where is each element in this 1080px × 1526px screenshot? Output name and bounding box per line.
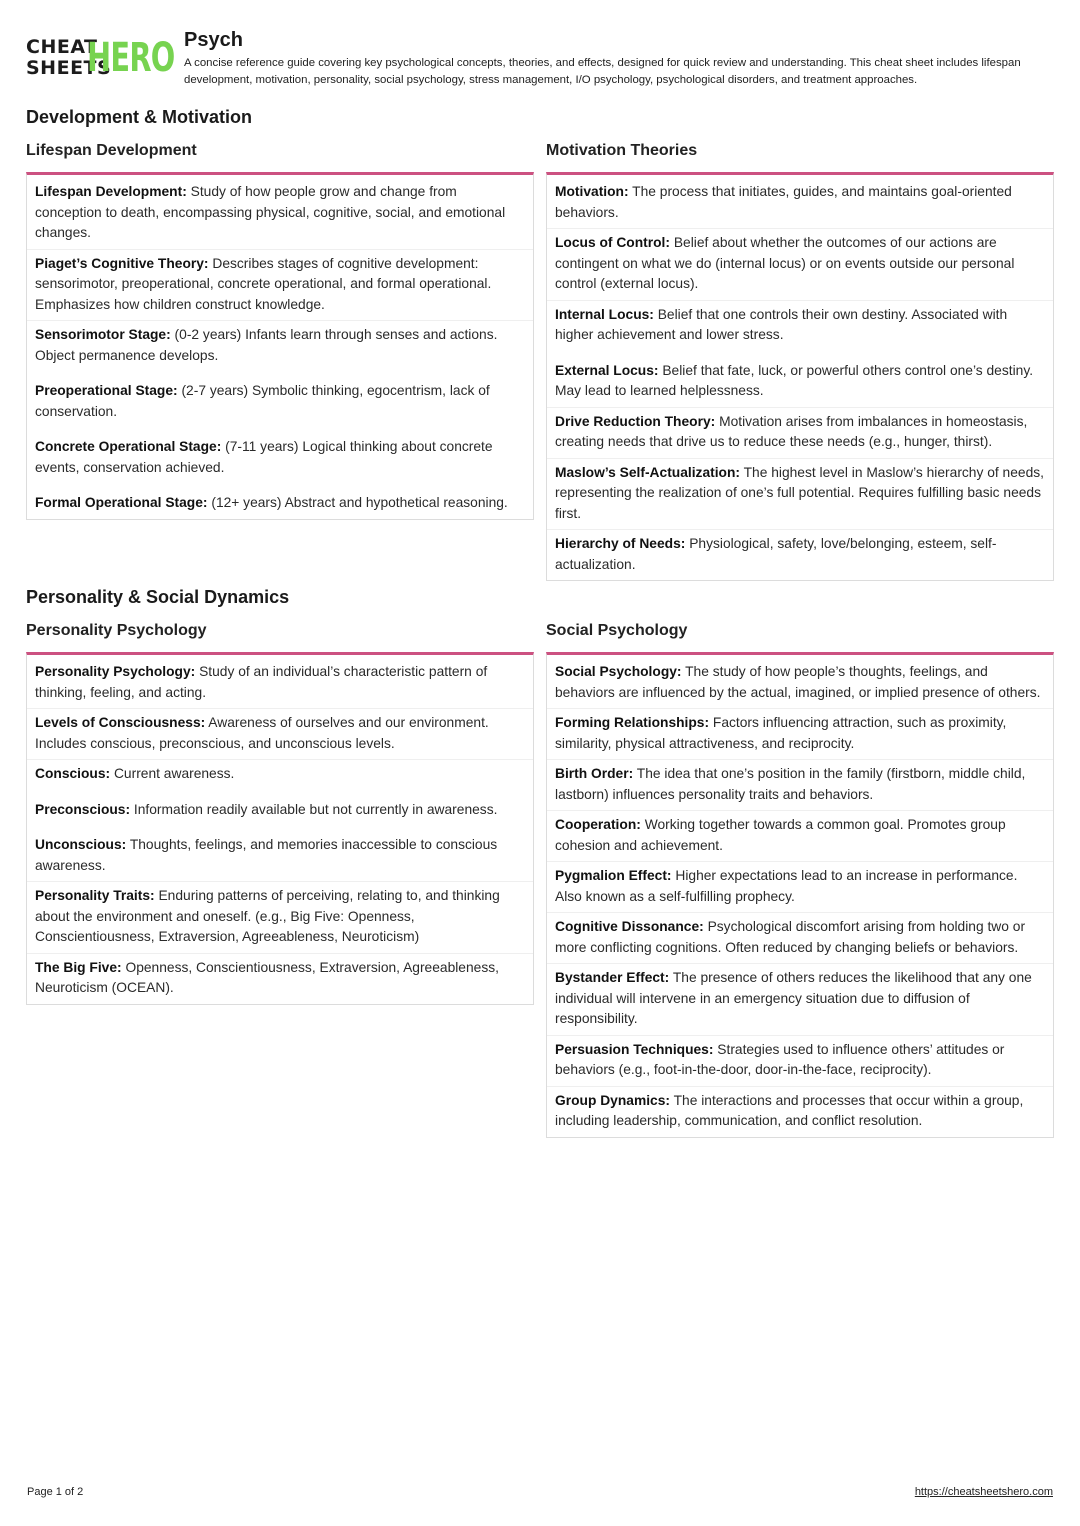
list-item [547,301,1053,357]
item-term: Maslow’s Self-Actualization: [555,464,741,480]
item-term: Internal Locus: [555,306,654,322]
item-text: Psychological discomfort arising from holding two or more conflicting cognitions. Often reduced by changing beliefs or behaviors. [555,919,1026,955]
card-social-psychology [546,652,1054,1138]
column-title-lifespan-development: Lifespan Development [26,142,197,159]
item-text: (12+ years) Abstract and hypothetical reasoning. [211,495,508,510]
item-text: (0-2 years) Infants learn through senses and actions. Object permanence develops. [35,327,498,363]
item-term: Formal Operational Stage: [35,495,208,510]
item-term: Personality Psychology: [35,664,196,679]
item-term: Bystander Effect: [555,970,670,985]
item-term: Persuasion Techniques: [555,1041,714,1057]
item-text: Openness, Conscientiousness, Extraversion, Agreeableness, Neuroticism (OCEAN). [35,959,499,995]
item-text: Physiological, safety, love/belonging, esteem, self-actualization. [555,536,997,572]
list-item [27,489,533,519]
item-text: The presence of others reduces the likelihood that any one individual will intervene in an emergency situation due to diffusion of responsibility. [555,970,1032,1026]
item-term: External Locus: [555,362,659,378]
item-text: The highest level in Maslow’s hierarchy of needs, representing the realization of one’s full potential. Requires fulfilling basic needs first. [555,464,1044,521]
item-term: Lifespan Development: [35,184,187,199]
item-text: Thoughts, feelings, and memories inaccessible to conscious awareness. [35,837,498,873]
list-item [27,433,533,489]
logo-cheat-text: CHEAT [26,36,98,58]
item-text: The process that initiates, guides, and maintains goal-oriented behaviors. [555,184,1012,220]
list-item [27,250,533,322]
item-text: Higher expectations lead to an increase in performance. Also known as a self-fulfilling prophecy. [555,868,1018,904]
item-text: (7-11 years) Logical thinking about concrete events, conservation achieved. [35,439,493,475]
list-item [27,831,533,882]
list-item [27,954,533,1004]
list-item [27,377,533,433]
section-title-development-motivation: Development & Motivation [26,107,253,127]
list-item [547,408,1053,459]
item-text: Strategies used to influence others’ attitudes or behaviors (e.g., foot-in-the-door, door-in-the-face, reciprocity). [555,1041,1005,1077]
list-item [27,882,533,954]
item-term: Piaget’s Cognitive Theory: [35,255,209,271]
list-item [547,811,1053,862]
item-term: Personality Traits: [35,888,155,903]
item-term: The Big Five: [35,959,122,975]
list-item [27,321,533,377]
item-term: Levels of Consciousness: [35,715,206,730]
card-personality-psychology [26,652,534,1005]
column-title-social-psychology: Social Psychology [546,622,688,639]
list-item [547,1087,1053,1137]
list-item [547,709,1053,760]
page-description: A concise reference guide covering key psychological concepts, theories, and effects, designed for quick review and understanding. This cheat sheet includes lifespan development, motivation, personality, social psychology, stress management, I/O psychology, psychological disorders, and treatment approaches. [184,57,1021,86]
logo-hero-text: HERO [87,35,175,81]
item-text: Factors influencing attraction, such as proximity, similarity, physical attractiveness, and reciprocity. [555,715,1007,751]
item-text: Working together towards a common goal. Promotes group cohesion and achievement. [555,817,1006,853]
list-item [547,658,1053,709]
item-text: The interactions and processes that occur within a group, including leadership, communication, and conflict resolution. [555,1092,1024,1128]
item-term: Social Psychology: [555,664,682,679]
list-item [547,1036,1053,1087]
list-item [547,760,1053,811]
list-item [547,913,1053,964]
page-title: Psych [184,29,243,51]
list-item [27,796,533,832]
footer-website-link[interactable]: https://cheatsheetshero.com [914,1486,1053,1498]
list-item [547,964,1053,1036]
section-title-personality-social: Personality & Social Dynamics [26,587,290,607]
item-term: Birth Order: [555,766,634,781]
list-item [547,459,1053,531]
column-title-motivation-theories: Motivation Theories [546,142,698,159]
item-term: Conscious: [35,766,111,781]
item-term: Locus of Control: [555,235,670,250]
item-text: Motivation arises from imbalances in homeostasis, creating needs that drive us to reduce these needs (e.g., hunger, thirst). [555,413,1028,449]
list-item [27,760,533,796]
item-text: Awareness of ourselves and our environment. Includes conscious, preconscious, and unconscious levels. [35,715,489,751]
item-term: Group Dynamics: [555,1092,670,1108]
item-text: Describes stages of cognitive development: sensorimotor, preoperational, concrete operational, and formal operational. Emphasizes how children construct knowledge. [35,255,492,312]
page-number: Page 1 of 2 [27,1486,84,1498]
list-item [547,178,1053,229]
page-header [26,28,1056,94]
item-text: Study of an individual’s characteristic pattern of thinking, feeling, and acting. [35,664,488,700]
cheatsheetshero-logo[interactable] [26,35,175,81]
item-term: Drive Reduction Theory: [555,413,716,429]
list-item [547,229,1053,301]
item-text: (2-7 years) Symbolic thinking, egocentrism, lack of conservation. [35,383,490,419]
item-text: Information readily available but not currently in awareness. [133,801,498,817]
card-lifespan-development [26,172,534,520]
list-item [547,862,1053,913]
logo-sheets-text: SHEETS [26,57,112,79]
item-term: Concrete Operational Stage: [35,439,222,454]
item-term: Pygmalion Effect: [555,868,672,883]
item-term: Forming Relationships: [555,715,710,730]
item-term: Preoperational Stage: [35,383,178,398]
item-text: Current awareness. [113,766,235,781]
item-term: Cognitive Dissonance: [555,919,704,934]
item-term: Sensorimotor Stage: [35,327,171,342]
list-item [27,658,533,709]
item-term: Preconscious: [35,801,131,817]
list-item [547,357,1053,408]
item-term: Hierarchy of Needs: [555,536,686,551]
item-text: The study of how people’s thoughts, feelings, and behaviors are influenced by the actual, imagined, or implied presence of others. [555,664,1041,700]
item-text: Belief that one controls their own destiny. Associated with higher achievement and lower stress. [555,306,1008,342]
item-term: Motivation: [555,184,629,199]
item-term: Cooperation: [555,817,641,832]
column-title-personality-psychology: Personality Psychology [26,622,207,639]
card-motivation-theories [546,172,1054,581]
item-text: Study of how people grow and change from conception to death, encompassing physical, cognitive, social, and emotional changes. [35,184,506,240]
item-text: Enduring patterns of perceiving, relating to, and thinking about the environment and oneself. (e.g., Big Five: Openness, Conscientiousness, Extraversion, Agreeableness, Neuroticism) [35,888,500,944]
list-item [27,709,533,760]
item-text: Belief that fate, luck, or powerful others control one’s destiny. May lead to learned helplessness. [555,362,1034,398]
item-text: The idea that one’s position in the family (firstborn, middle child, lastborn) influences personality traits and behaviors. [555,766,1026,802]
list-item [27,178,533,250]
list-item [547,530,1053,580]
item-text: Belief about whether the outcomes of our actions are contingent on what we do (internal locus) or on events outside our personal control (external locus). [555,235,1015,291]
item-term: Unconscious: [35,837,127,852]
